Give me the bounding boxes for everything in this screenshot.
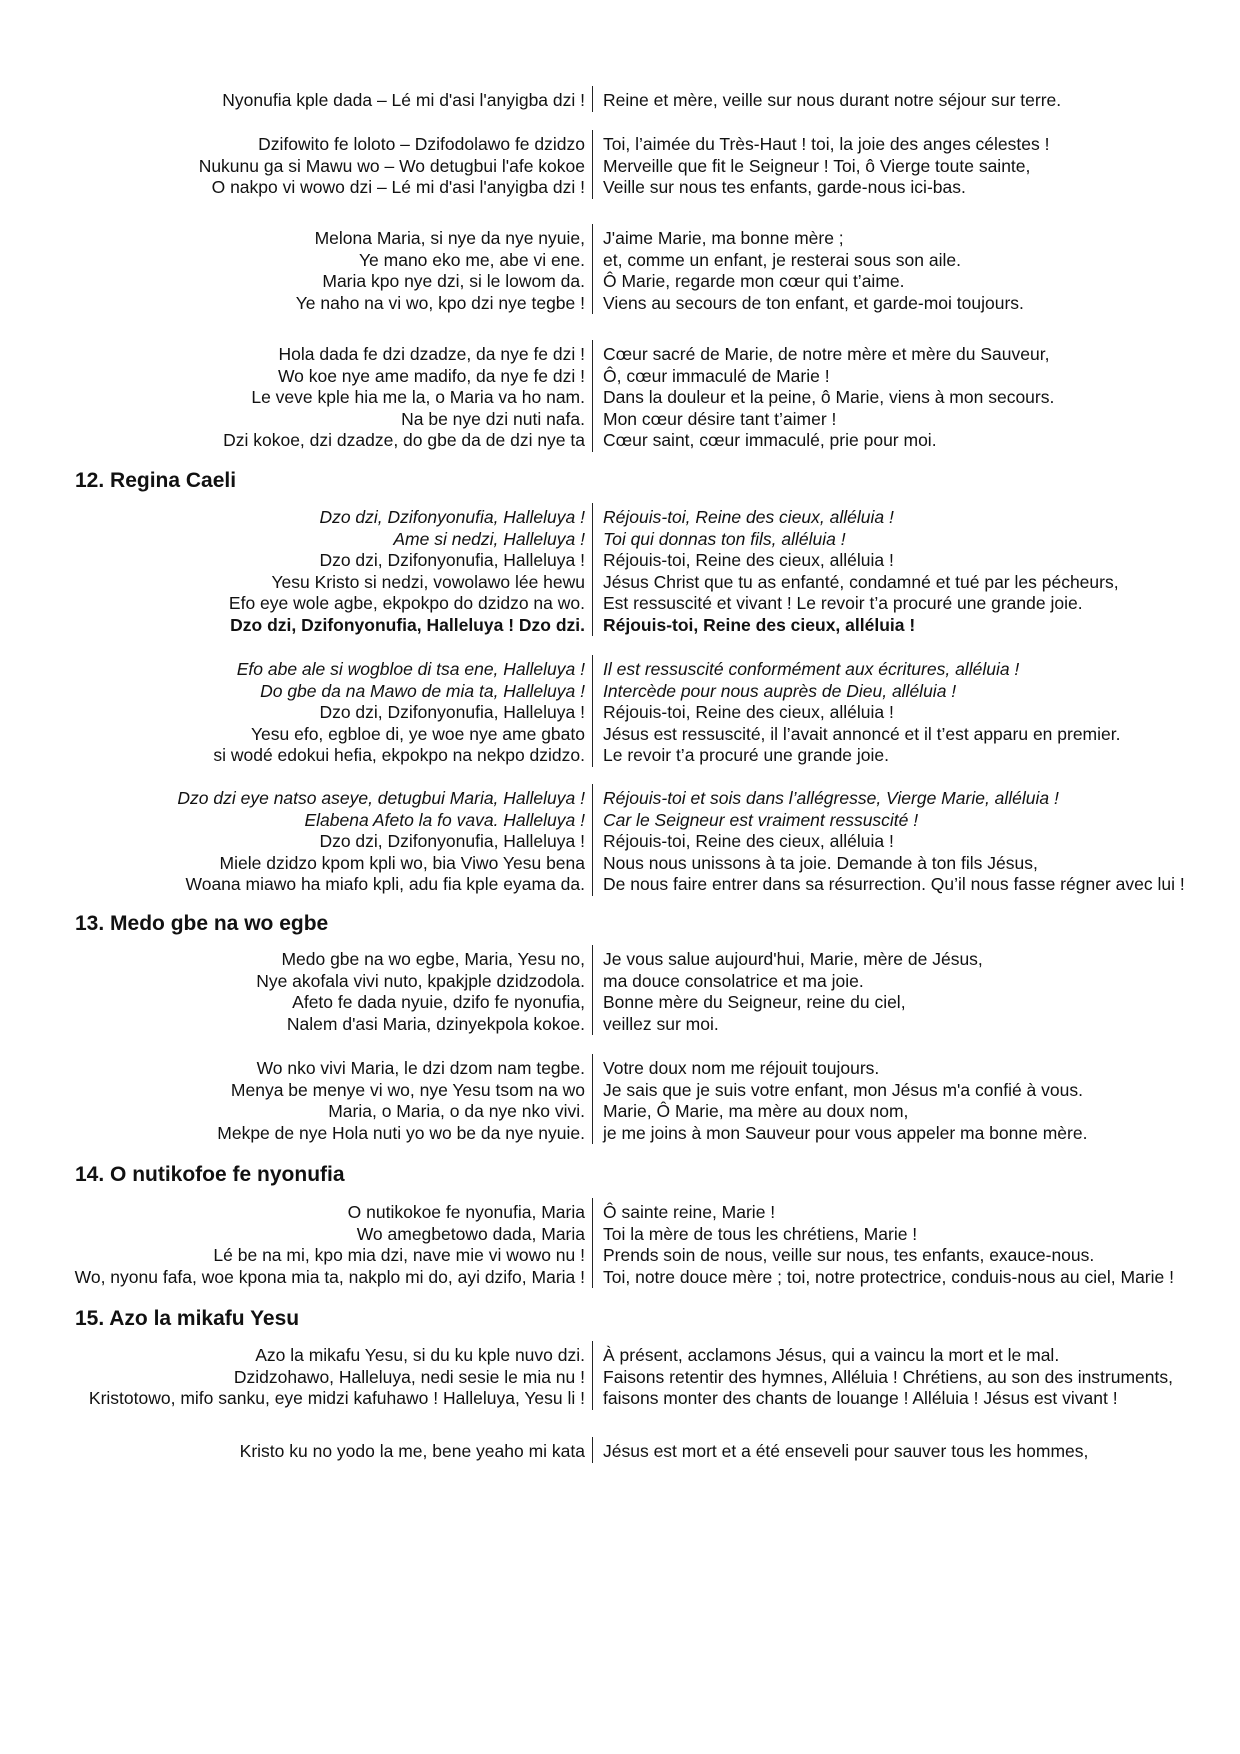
ewe-text: Dzo dzi, Dzifonyonufia, Halleluya ! Dzo dzi. xyxy=(230,614,585,635)
french-text: Prends soin de nous, veille sur nous, tes enfants, exauce-nous. xyxy=(603,1245,1095,1265)
verse-line xyxy=(0,154,1240,178)
verse-line xyxy=(0,407,1240,431)
ewe-text: O nutikokoe fe nyonufia, Maria xyxy=(347,1202,585,1222)
french-text: Toi qui donnas ton fils, alléluia ! xyxy=(603,528,846,549)
french-text: Je sais que je suis votre enfant, mon Jésus m'a confié à vous. xyxy=(603,1079,1083,1100)
verse-line xyxy=(0,657,1240,681)
ewe-text: Yesu Kristo si nedzi, vowolawo lée hewu xyxy=(271,571,585,592)
ewe-text: Dzo dzi, Dzifonyonufia, Halleluya ! xyxy=(319,507,585,527)
verse-line xyxy=(0,1243,1240,1267)
french-text: Votre doux nom me réjouit toujours. xyxy=(603,1058,880,1078)
verse-line xyxy=(0,527,1240,551)
verse-line xyxy=(0,428,1240,452)
french-text: Faisons retentir des hymnes, Alléluia ! Chrétiens, au son des instruments, xyxy=(603,1366,1173,1387)
hymn-title: 14. O nutikofoe fe nyonufia xyxy=(75,1163,345,1186)
verse-line xyxy=(0,1078,1240,1102)
french-text: Viens au secours de ton enfant, et garde-moi toujours. xyxy=(603,292,1024,313)
ewe-text: Nye akofala vivi nuto, kpakjple dzidzodola. xyxy=(256,970,585,991)
french-text: Il est ressuscité conformément aux écritures, alléluia ! xyxy=(603,659,1020,679)
french-text: faisons monter des chants de louange ! Alléluia ! Jésus est vivant ! xyxy=(603,1388,1118,1408)
verse-line xyxy=(0,722,1240,746)
ewe-text: Dzidzohawo, Halleluya, nedi sesie le mia nu ! xyxy=(233,1366,585,1387)
french-text: Je vous salue aujourd'hui, Marie, mère de Jésus, xyxy=(603,949,983,969)
french-text: Toi, notre douce mère ; toi, notre protectrice, conduis-nous au ciel, Marie ! xyxy=(603,1266,1174,1287)
ewe-text: Efo eye wole agbe, ekpokpo do dzidzo na wo. xyxy=(228,593,585,613)
ewe-text: Maria kpo nye dzi, si le lowom da. xyxy=(322,271,585,291)
verse-line xyxy=(0,808,1240,832)
french-text: Marie, Ô Marie, ma mère au doux nom, xyxy=(603,1101,909,1121)
ewe-text: Ame si nedzi, Halleluya ! xyxy=(393,528,585,549)
french-text: Cœur sacré de Marie, de notre mère et mère du Sauveur, xyxy=(603,344,1050,364)
ewe-text: O nakpo vi wowo dzi – Lé mi d'asi l'anyigba dzi ! xyxy=(211,177,585,197)
ewe-text: Yesu efo, egbloe di, ye woe nye ame gbato xyxy=(250,723,585,744)
verse-line xyxy=(0,1265,1240,1289)
ewe-text: Maria, o Maria, o da nye nko vivi. xyxy=(328,1101,585,1121)
ewe-text: Le veve kple hia me la, o Maria va ho nam. xyxy=(251,387,585,407)
french-text: Merveille que fit le Seigneur ! Toi, ô Vierge toute sainte, xyxy=(603,155,1031,176)
french-text: Réjouis-toi, Reine des cieux, alléluia ! xyxy=(603,831,894,851)
french-text: Ô sainte reine, Marie ! xyxy=(603,1202,776,1222)
french-text: Car le Seigneur est vraiment ressuscité ! xyxy=(603,809,919,830)
verse-line xyxy=(0,364,1240,388)
french-text: Toi la mère de tous les chrétiens, Marie ! xyxy=(603,1223,918,1244)
verse-line xyxy=(0,269,1240,293)
french-text: Ô Marie, regarde mon cœur qui t’aime. xyxy=(603,271,905,291)
french-text: Cœur saint, cœur immaculé, prie pour moi. xyxy=(603,430,937,450)
ewe-text: Elabena Afeto la fo vava. Halleluya ! xyxy=(304,809,585,830)
verse-line xyxy=(0,1056,1240,1080)
ewe-text: Dzo dzi, Dzifonyonufia, Halleluya ! xyxy=(319,831,585,851)
ewe-text: Medo gbe na wo egbe, Maria, Yesu no, xyxy=(281,949,585,969)
french-text: Est ressuscité et vivant ! Le revoir t’a procuré une grande joie. xyxy=(603,593,1083,613)
french-text: À présent, acclamons Jésus, qui a vaincu la mort et le mal. xyxy=(603,1345,1060,1365)
french-text: je me joins à mon Sauveur pour vous appeler ma bonne mère. xyxy=(603,1122,1088,1143)
verse-line xyxy=(0,342,1240,366)
french-text: Intercède pour nous auprès de Dieu, alléluia ! xyxy=(603,680,957,701)
french-text: Réjouis-toi, Reine des cieux, alléluia ! xyxy=(603,702,894,722)
verse-line xyxy=(0,743,1240,767)
french-text: Réjouis-toi et sois dans l’allégresse, Vierge Marie, alléluia ! xyxy=(603,788,1059,808)
french-text: Toi, l’aimée du Très-Haut ! toi, la joie des anges célestes ! xyxy=(603,134,1050,154)
french-text: Nous nous unissons à ta joie. Demande à ton fils Jésus, xyxy=(603,852,1038,873)
verse-line xyxy=(0,1121,1240,1145)
ewe-text: Azo la mikafu Yesu, si du ku kple nuvo dzi. xyxy=(255,1345,585,1365)
ewe-text: Miele dzidzo kpom kpli wo, bia Viwo Yesu bena xyxy=(219,852,585,873)
verse-line xyxy=(0,591,1240,615)
french-text: Jésus Christ que tu as enfanté, condamné et tué par les pécheurs, xyxy=(603,571,1119,592)
ewe-text: Kristo ku no yodo la me, bene yeaho mi kata xyxy=(239,1441,585,1461)
verse-line xyxy=(0,248,1240,272)
verse-line xyxy=(0,1200,1240,1224)
verse-line xyxy=(0,700,1240,724)
verse-line xyxy=(0,872,1240,896)
verse-line xyxy=(0,505,1240,529)
french-text: De nous faire entrer dans sa résurrection. Qu’il nous fasse régner avec lui ! xyxy=(603,874,1185,894)
french-text: Veille sur nous tes enfants, garde-nous ici-bas. xyxy=(603,177,966,197)
ewe-text: Dzifowito fe loloto – Dzifodolawo fe dzidzo xyxy=(258,134,585,154)
ewe-text: Dzi kokoe, dzi dzadze, do gbe da de dzi nye ta xyxy=(223,430,585,450)
ewe-text: Kristotowo, mifo sanku, eye midzi kafuhawo ! Halleluya, Yesu li ! xyxy=(88,1388,585,1408)
verse-line xyxy=(0,175,1240,199)
ewe-text: Wo amegbetowo dada, Maria xyxy=(356,1223,585,1244)
french-text: Bonne mère du Seigneur, reine du ciel, xyxy=(603,992,906,1012)
french-text: Réjouis-toi, Reine des cieux, alléluia ! xyxy=(603,507,894,527)
hymn-title: 15. Azo la mikafu Yesu xyxy=(75,1307,300,1330)
ewe-text: Wo, nyonu fafa, woe kpona mia ta, nakplo mi do, ayi dzifo, Maria ! xyxy=(74,1266,585,1287)
verse-line xyxy=(0,679,1240,703)
ewe-text: si wodé edokui hefia, ekpokpo na nekpo dzidzo. xyxy=(213,745,585,765)
french-text: J'aime Marie, ma bonne mère ; xyxy=(603,228,844,248)
french-text: Jésus est mort et a été enseveli pour sauver tous les hommes, xyxy=(603,1441,1089,1461)
verse-line xyxy=(0,613,1240,637)
ewe-text: Nukunu ga si Mawu wo – Wo detugbui l'afe kokoe xyxy=(198,155,585,176)
french-text: Dans la douleur et la peine, ô Marie, viens à mon secours. xyxy=(603,387,1055,407)
verse-line xyxy=(0,1386,1240,1410)
french-text: Mon cœur désire tant t’aimer ! xyxy=(603,408,837,429)
ewe-text: Mekpe de nye Hola nuti yo wo be da nye nyuie. xyxy=(217,1122,585,1143)
french-text: Le revoir t’a procuré une grande joie. xyxy=(603,745,890,765)
ewe-text: Ye mano eko me, abe vi ene. xyxy=(358,249,585,270)
verse-line xyxy=(0,1099,1240,1123)
verse-line xyxy=(0,88,1240,112)
ewe-text: Wo nko vivi Maria, le dzi dzom nam tegbe. xyxy=(256,1058,585,1078)
ewe-text: Ye naho na vi wo, kpo dzi nye tegbe ! xyxy=(295,292,585,313)
ewe-text: Dzo dzi, Dzifonyonufia, Halleluya ! xyxy=(319,702,585,722)
french-text: ma douce consolatrice et ma joie. xyxy=(603,970,864,991)
verse-line xyxy=(0,385,1240,409)
french-text: Réjouis-toi, Reine des cieux, alléluia ! xyxy=(603,550,894,570)
ewe-text: Woana miawo ha miafo kpli, adu fia kple eyama da. xyxy=(185,874,585,894)
ewe-text: Na be nye dzi nuti nafa. xyxy=(401,408,585,429)
french-text: Jésus est ressuscité, il l’avait annoncé et il t’est apparu en premier. xyxy=(603,723,1121,744)
verse-line xyxy=(0,969,1240,993)
hymn-title: 13. Medo gbe na wo egbe xyxy=(75,912,329,935)
french-text: Ô, cœur immaculé de Marie ! xyxy=(603,365,830,386)
ewe-text: Hola dada fe dzi dzadze, da nye fe dzi ! xyxy=(278,344,585,364)
ewe-text: Dzo dzi, Dzifonyonufia, Halleluya ! xyxy=(319,550,585,570)
verse-line xyxy=(0,947,1240,971)
ewe-text: Wo koe nye ame madifo, da nye fe dzi ! xyxy=(277,365,585,386)
ewe-text: Lé be na mi, kpo mia dzi, nave mie vi wowo nu ! xyxy=(213,1245,585,1265)
verse-line xyxy=(0,1439,1240,1463)
ewe-text: Afeto fe dada nyuie, dzifo fe nyonufia, xyxy=(292,992,585,1012)
hymn-title: 12. Regina Caeli xyxy=(75,469,237,492)
verse-line xyxy=(0,786,1240,810)
verse-line xyxy=(0,548,1240,572)
ewe-text: Nalem d'asi Maria, dzinyekpola kokoe. xyxy=(286,1013,585,1034)
verse-line xyxy=(0,990,1240,1014)
ewe-text: Menya be menye vi wo, nye Yesu tsom na wo xyxy=(230,1079,585,1100)
verse-line xyxy=(0,570,1240,594)
ewe-text: Efo abe ale si wogbloe di tsa ene, Halleluya ! xyxy=(236,659,585,679)
verse-line xyxy=(0,132,1240,156)
french-text: veillez sur moi. xyxy=(603,1013,719,1034)
french-text: Réjouis-toi, Reine des cieux, alléluia ! xyxy=(603,614,916,635)
verse-line xyxy=(0,226,1240,250)
verse-line xyxy=(0,1365,1240,1389)
verse-line xyxy=(0,291,1240,315)
ewe-text: Dzo dzi eye natso aseye, detugbui Maria, Halleluya ! xyxy=(177,788,585,808)
verse-line xyxy=(0,1343,1240,1367)
verse-line xyxy=(0,1012,1240,1036)
verse-line xyxy=(0,851,1240,875)
french-text: Reine et mère, veille sur nous durant notre séjour sur terre. xyxy=(603,90,1062,110)
french-text: et, comme un enfant, je resterai sous son aile. xyxy=(603,249,961,270)
verse-line xyxy=(0,829,1240,853)
ewe-text: Nyonufia kple dada – Lé mi d'asi l'anyigba dzi ! xyxy=(222,90,585,110)
ewe-text: Melona Maria, si nye da nye nyuie, xyxy=(314,228,585,248)
verse-line xyxy=(0,1222,1240,1246)
ewe-text: Do gbe da na Mawo de mia ta, Halleluya ! xyxy=(260,680,585,701)
